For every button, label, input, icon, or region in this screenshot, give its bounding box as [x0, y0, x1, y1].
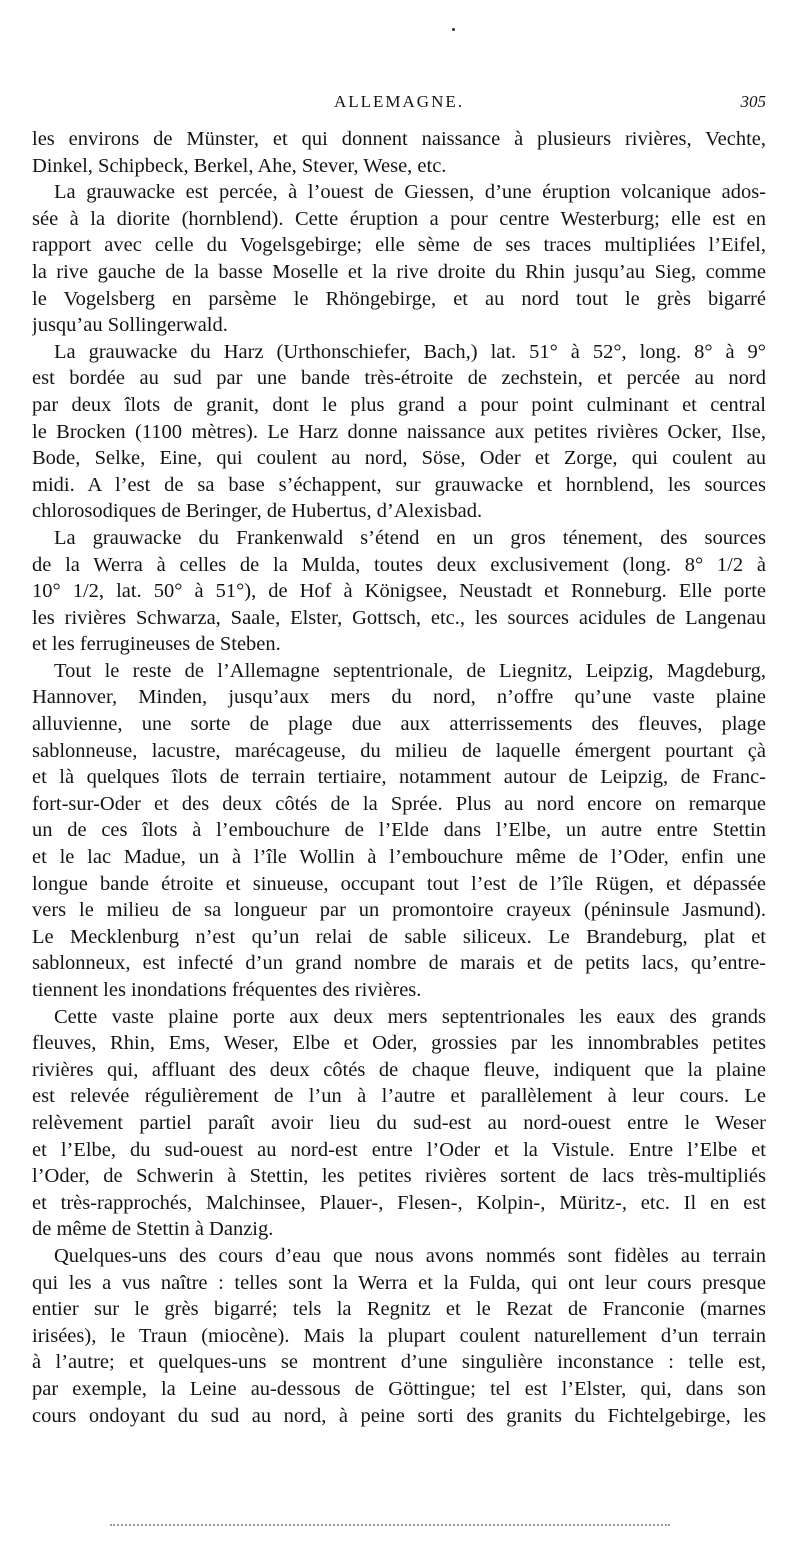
running-title: ALLEMAGNE.	[333, 92, 464, 111]
text-line: est bordée au sud par une bande très-étroite de zechstein, et percée au nord	[32, 367, 766, 390]
text-line: de la Werra à celles de la Mulda, toutes deux exclusivement (long. 8° 1/2 à	[32, 553, 766, 576]
text-line: Hannover, Minden, jusqu’aux mers du nord, n’offre qu’une vaste plaine	[32, 686, 766, 709]
text-line: les rivières Schwarza, Saale, Elster, Gottsch, etc., les sources acidules de Langenau	[32, 606, 766, 629]
text-line: rapport avec celle du Vogelsgebirge; elle sème de ses traces multipliées l’Eifel,	[32, 234, 766, 257]
text-line: à l’autre; et quelques-uns se montrent d’une singulière inconstance : telle est,	[32, 1351, 766, 1374]
text-line: par exemple, la Leine au-dessous de Göttingue; tel est l’Elster, qui, dans son	[32, 1377, 766, 1400]
text-line: vers le milieu de sa longueur par un promontoire crayeux (péninsule Jasmund).	[32, 899, 766, 922]
text-line: l’Oder, de Schwerin à Stettin, les petites rivières sortent de lacs très-multipliés	[32, 1165, 766, 1188]
text-line: Cette vaste plaine porte aux deux mers septentrionales les eaux des grands	[54, 1005, 766, 1028]
text-line: et le lac Madue, un à l’île Wollin à l’embouchure même de l’Oder, enfin une	[32, 846, 766, 869]
page-number: 305	[740, 92, 766, 111]
text-line: relèvement partiel paraît avoir lieu du sud-est au nord-ouest entre le Weser	[32, 1111, 766, 1134]
text-line: fort-sur-Oder et des deux côtés de la Sprée. Plus au nord encore on remarque	[32, 792, 766, 815]
text-line: longue bande étroite et sinueuse, occupant tout l’est de l’île Rügen, et dépassée	[32, 872, 766, 895]
printer-mark-dot	[452, 28, 455, 31]
text-line: alluvienne, une sorte de plage due aux atterrissements des fleuves, plage	[32, 713, 766, 736]
text-line: irisées), le Traun (miocène). Mais la plupart coulent naturellement d’un terrain	[32, 1324, 766, 1347]
text-line: le Vogelsberg en parsème le Rhöngebirge, et au nord tout le grès bigarré	[32, 287, 766, 310]
text-line: Bode, Selke, Eine, qui coulent au nord, Söse, Oder et Zorge, qui coulent au	[32, 447, 766, 470]
text-line: Tout le reste de l’Allemagne septentrionale, de Liegnitz, Leipzig, Magdeburg,	[54, 659, 766, 682]
text-line: la rive gauche de la basse Moselle et la rive droite du Rhin jusqu’au Sieg, comme	[32, 260, 766, 283]
text-line: Quelques-uns des cours d’eau que nous avons nommés sont fidèles au terrain	[54, 1244, 766, 1267]
text-line: cours ondoyant du sud au nord, à peine sorti des granits du Fichtelgebirge, les	[32, 1404, 766, 1427]
text-line: sée à la diorite (hornblend). Cette éruption a pour centre Westerburg; elle est en	[32, 207, 766, 230]
running-header	[32, 92, 766, 116]
text-line: les environs de Münster, et qui donnent naissance à plusieurs rivières, Vechte,	[32, 128, 766, 150]
text-line: un de ces îlots à l’embouchure de l’Elde dans l’Elbe, un autre entre Stettin	[32, 819, 766, 842]
text-line: et là quelques îlots de terrain tertiaire, notamment autour de Leipzig, de Franc-	[32, 766, 766, 789]
text-line: et très-rapprochés, Malchinsee, Plauer-, Flesen-, Kolpin-, Müritz-, etc. Il en est	[32, 1191, 766, 1214]
text-line: sablonneuse, lacustre, marécageuse, du milieu de laquelle émergent pourtant çà	[32, 739, 766, 762]
body-text	[32, 126, 766, 1429]
text-line: Dinkel, Schipbeck, Berkel, Ahe, Stever, Wese, etc.	[32, 154, 447, 177]
text-line: Le Mecklenburg n’est qu’un relai de sable siliceux. Le Brandeburg, plat et	[32, 925, 766, 948]
text-line: tiennent les inondations fréquentes des rivières.	[32, 979, 422, 1001]
text-line: entier sur le grès bigarré; tels la Regnitz et le Rezat de Franconie (marnes	[32, 1298, 766, 1321]
text-line: de même de Stettin à Danzig.	[32, 1218, 274, 1241]
text-line: sablonneux, est infecté d’un grand nombre de marais et de petits lacs, qu’entre-	[32, 952, 766, 975]
bottom-print-marks	[110, 1524, 670, 1526]
text-line: par deux îlots de granit, dont le plus grand a pour point culminant et central	[32, 393, 766, 416]
text-line: rivières qui, affluant des deux côtés de chaque fleuve, indiquent que la plaine	[32, 1058, 766, 1081]
text-line: La grauwacke du Frankenwald s’étend en un gros ténement, des sources	[54, 526, 766, 549]
text-line: et l’Elbe, du sud-ouest au nord-est entre l’Oder et la Vistule. Entre l’Elbe et	[32, 1138, 766, 1161]
text-line: est relevée régulièrement de l’un à l’autre et parallèlement à leur cours. Le	[32, 1085, 766, 1108]
text-line: fleuves, Rhin, Ems, Weser, Elbe et Oder, grossies par les innombrables petites	[32, 1032, 766, 1055]
text-line: le Brocken (1100 mètres). Le Harz donne naissance aux petites rivières Ocker, Ilse,	[32, 420, 766, 443]
text-line: qui les a vus naître : telles sont la Werra et la Fulda, qui ont leur cours presque	[32, 1271, 766, 1294]
text-line: jusqu’au Sollingerwald.	[32, 314, 228, 337]
text-line: chlorosodiques de Beringer, de Hubertus, d’Alexisbad.	[32, 500, 483, 523]
text-line: La grauwacke du Harz (Urthonschiefer, Bach,) lat. 51° à 52°, long. 8° à 9°	[54, 340, 766, 363]
text-line: La grauwacke est percée, à l’ouest de Giessen, d’une éruption volcanique ados-	[54, 181, 766, 204]
text-line: midi. A l’est de sa base s’échappent, sur grauwacke et hornblend, les sources	[32, 473, 766, 496]
text-line: et les ferrugineuses de Steben.	[32, 633, 281, 656]
text-line: 10° 1/2, lat. 50° à 51°), de Hof à Königsee, Neustadt et Ronneburg. Elle porte	[32, 580, 766, 603]
